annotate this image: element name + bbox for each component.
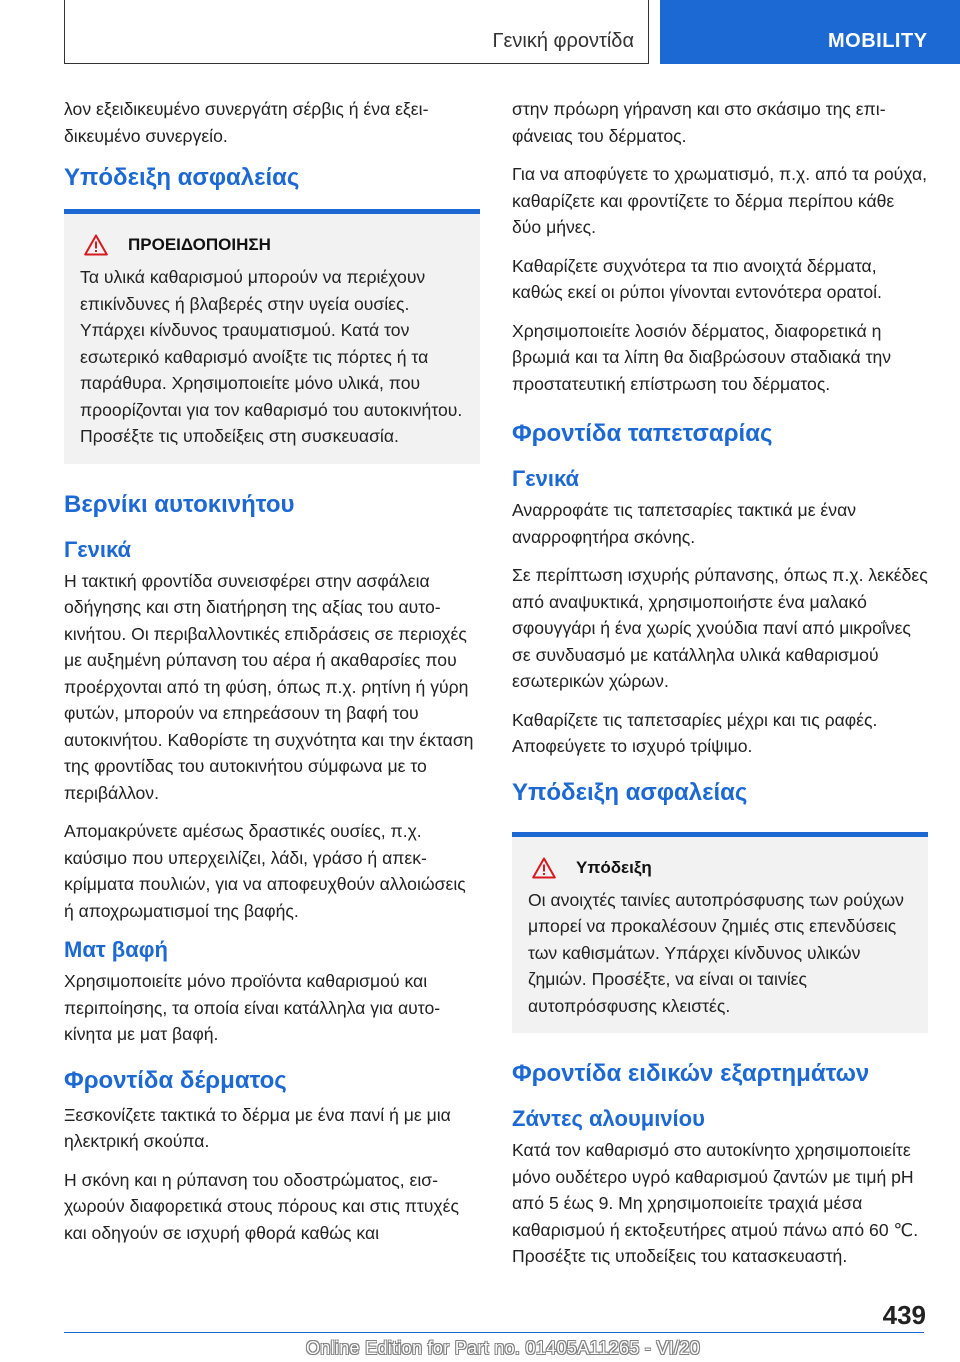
safety-heading: Υπόδειξη ασφαλείας	[64, 164, 300, 191]
matt-heading: Ματ βαφή	[64, 937, 168, 962]
warning-header	[80, 234, 464, 256]
notice-text: Οι ανοιχτές ταινίες αυτοπρόσφυσης των ρούχων μπορεί να προκαλέσουν ζημιές στις επενδύσεις των καθισμάτων. Υπάρχει κίνδυνος υλικών ζημιών. Προσέξτε, να είναι οι ταινίες αυτοπρόσφυσης κλειστές.	[528, 889, 904, 1016]
header-chapter-tab	[660, 0, 960, 64]
page-number: 439	[882, 1300, 926, 1330]
notice-header	[528, 857, 912, 879]
matt-paragraph: Χρησιμοποιείτε μόνο προϊόντα καθαρισμού και περιποίησης, τα οποία είναι κατάλληλα για αυτοκίνητα με ματ βαφή.	[64, 971, 441, 1044]
notice-title: Υπόδειξη	[576, 857, 652, 877]
leather-paragraph-2: Η σκόνη και η ρύπανση του οδοστρώματος, εισχωρούν διαφορετικά στους πόρους και στις πτυχές και οδηγούν σε ισχυρή φθορά καθώς και	[64, 1169, 459, 1243]
leather-paragraph-3: στην πρόωρη γήρανση και στο σκάσιμο της επιφάνειας του δέρματος.	[512, 99, 886, 146]
varnish-paragraph-2: Απομακρύνετε αμέσως δραστικές ουσίες, π.χ. καύσιμο που υπερχειλίζει, λάδι, γράσο ή απεκκρίμματα πουλιών, για να αποφευχθούν αλλοιώσεις ή αποχρωματισμοί της βαφής.	[64, 821, 466, 921]
header-chapter-label: MOBILITY	[828, 30, 928, 52]
upholstery-paragraph-1: Αναρροφάτε τις ταπετσαρίες τακτικά με έναν αναρροφητήρα σκόνης.	[512, 500, 857, 547]
header-section-box	[64, 0, 649, 64]
upholstery-paragraph-2: Σε περίπτωση ισχυρής ρύπανσης, όπως π.χ. λεκέδες από αναψυκτικά, χρησιμοποιήστε ένα μαλακό σφουγγάρι ή ένα χωρίς χνούδια πανί από μικροΐνες σε συνδυασμό με κατάλληλα υλικά καθαρισμού εσωτερικών χώρων.	[512, 565, 928, 691]
notice-triangle-icon	[532, 857, 556, 879]
upholstery-heading: Φροντίδα ταπετσαρίας	[512, 420, 773, 447]
varnish-general-heading: Γενικά	[64, 536, 132, 562]
warning-title: ΠΡΟΕΙΔΟΠΟΙΗΣΗ	[128, 235, 271, 254]
right-column	[512, 96, 928, 1282]
intro-paragraph: λον εξειδικευμένο συνεργάτη σέρβις ή ένα εξειδικευμένο συνεργείο.	[64, 99, 429, 146]
footer-edition: Online Edition for Part no. 01405A11265 - VI/20	[306, 1338, 701, 1358]
upholstery-safety-heading: Υπόδειξη ασφαλείας	[512, 778, 748, 806]
warning-triangle-icon	[84, 234, 108, 256]
upholstery-paragraph-3: Καθαρίζετε τις ταπετσαρίες μέχρι και τις ραφές. Αποφεύγετε το ισχυρό τρίψιμο.	[512, 709, 878, 756]
upholstery-general-heading: Γενικά	[512, 466, 580, 491]
special-parts-heading: Φροντίδα ειδικών εξαρτημάτων	[512, 1060, 870, 1087]
warning-text: Τα υλικά καθαρισμού μπορούν να περιέχουν επικίνδυνες ή βλαβερές στην υγεία ουσίες. Υπάρχει κίνδυνος τραυματισμού. Κατά τον εσωτερικό καθαρισμό ανοίξτε τις πόρτες ή τα παράθυρα. Χρησιμοποιείτε μόνο υλικά, που προορίζονται για τον καθαρισμό του αυτοκινήτου. Προσέξτε τις υποδείξεις στη συσκευασία.	[80, 267, 463, 446]
leather-paragraph-1: Ξεσκονίζετε τακτικά το δέρμα με ένα πανί ή με μια ηλεκτρική σκούπα.	[64, 1104, 451, 1151]
warning-box	[64, 209, 480, 464]
left-column	[64, 96, 480, 1258]
rims-paragraph: Κατά τον καθαρισμό στο αυτοκίνητο χρησιμοποιείτε μόνο ουδέτερο υγρό καθαρισμού ζαντών με τιμή pH από 5 έως 9. Μη χρησιμοποιείτε τραχιά μέσα καθαρισμού ή εκτοξευτήρες ατμού πάνω από 60 ℃. Προσέξτε τις υποδείξεις του κατασκευαστή.	[512, 1140, 919, 1266]
leather-paragraph-4: Για να αποφύγετε το χρωματισμό, π.χ. από τα ρούχα, καθαρίζετε και φροντίζετε το δέρμα περίπου κάθε δύο μήνες.	[512, 164, 928, 237]
notice-box	[512, 832, 928, 1034]
rims-heading: Ζάντες αλουμινίου	[512, 1106, 705, 1131]
leather-paragraph-6: Χρησιμοποιείτε λοσιόν δέρματος, διαφορετικά η βρωμιά και τα λίπη θα διαβρώσουν σταδιακά την προστατευτική επίστρωση του δέρματος.	[512, 320, 892, 394]
footer-divider	[64, 1332, 924, 1333]
header-section-title: Γενική φροντίδα	[492, 30, 634, 52]
varnish-heading: Βερνίκι αυτοκινήτου	[64, 490, 295, 518]
varnish-paragraph-1: Η τακτική φροντίδα συνεισφέρει στην ασφάλεια οδήγησης και στη διατήρηση της αξίας του αυτοκινήτου. Οι περιβαλλοντικές επιδράσεις σε περιοχές με αυξημένη ρύπανση του αέρα ή ακαθαρσίες που προέρχονται από τη φύση, όπως π.χ. ρητίνη ή γύρη φυτών, μπορούν να επηρεάσουν τη βαφή του αυτοκινήτου. Καθορίστε τη συχνότητα και την έκταση της φροντίδας του αυτοκινήτου σύμφωνα με το περιβάλλον.	[64, 570, 474, 803]
leather-paragraph-5: Καθαρίζετε συχνότερα τα πιο ανοιχτά δέρματα, καθώς εκεί οι ρύποι γίνονται εντονότερα ορατοί.	[512, 255, 882, 302]
page-header	[0, 0, 960, 64]
leather-heading: Φροντίδα δέρματος	[64, 1066, 287, 1094]
